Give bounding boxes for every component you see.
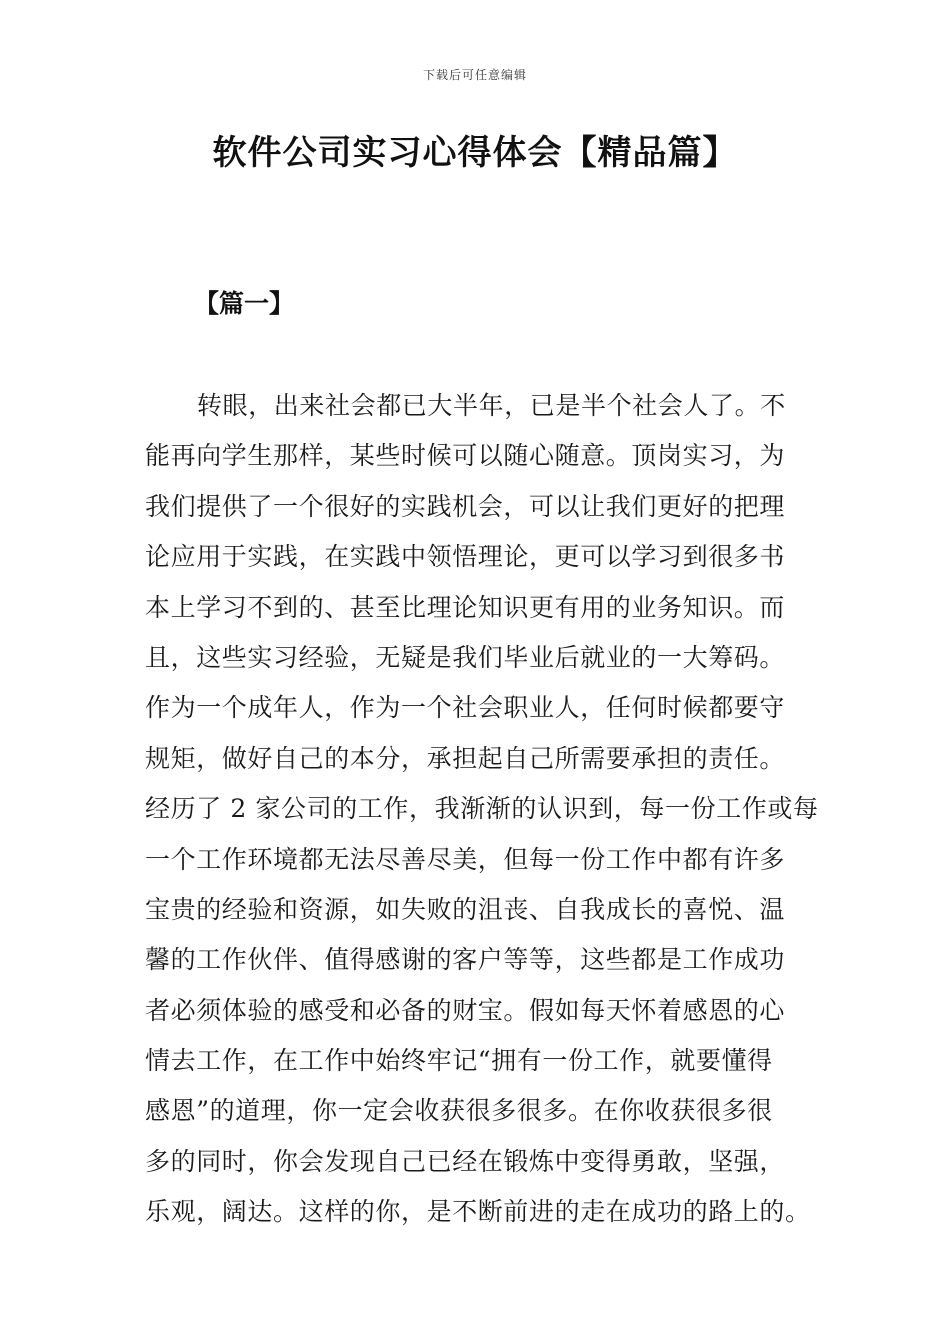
paragraph-line: 情去工作，在工作中始终牢记“拥有一份工作，就要懂得 [145, 1046, 773, 1076]
paragraph-line: 论应用于实践，在实践中领悟理论，更可以学习到很多书 [145, 542, 786, 572]
body-paragraph [145, 381, 819, 1238]
paragraph-line: 宝贵的经验和资源，如失败的沮丧、自我成长的喜悦、温 [145, 894, 786, 924]
paragraph-line: 转眼，出来社会都已大半年，已是半个社会人了。不 [197, 391, 786, 420]
paragraph-line: 能再向学生那样，某些时候可以随心随意。顶岗实习，为 [145, 441, 786, 471]
paragraph-line: 经历了 2 家公司的工作，我渐渐的认识到，每一份工作或每 [145, 794, 819, 824]
paragraph-line: 一个工作环境都无法尽善尽美，但每一份工作中都有许多 [145, 844, 786, 874]
paragraph-line: 馨的工作伙伴、值得感谢的客户等等，这些都是工作成功 [145, 945, 786, 975]
paragraph-line: 且，这些实习经验，无疑是我们毕业后就业的一大筹码。 [145, 642, 786, 672]
paragraph-line: 规矩，做好自己的本分，承担起自己所需要承担的责任。 [145, 743, 786, 773]
paragraph-line: 乐观，阔达。这样的你，是不断前进的走在成功的路上的。 [145, 1197, 811, 1227]
document-title: 软件公司实习心得体会【精品篇】 [212, 133, 738, 173]
paragraph-line: 感恩”的道理，你一定会收获很多很多。在你收获很多很 [145, 1096, 773, 1126]
paragraph-line: 我们提供了一个很好的实践机会，可以让我们更好的把理 [145, 491, 786, 521]
paragraph-line: 者必须体验的感受和必备的财宝。假如每天怀着感恩的心 [145, 995, 786, 1025]
header-note: 下载后可任意编辑 [422, 68, 527, 82]
paragraph-line: 作为一个成年人，作为一个社会职业人，任何时候都要守 [145, 693, 786, 723]
paragraph-line: 多的同时，你会发现自己已经在锻炼中变得勇敢，坚强， [145, 1146, 786, 1176]
paragraph-line: 本上学习不到的、甚至比理论知识更有用的业务知识。而 [145, 592, 786, 622]
section-heading: 【篇一】 [194, 289, 295, 318]
